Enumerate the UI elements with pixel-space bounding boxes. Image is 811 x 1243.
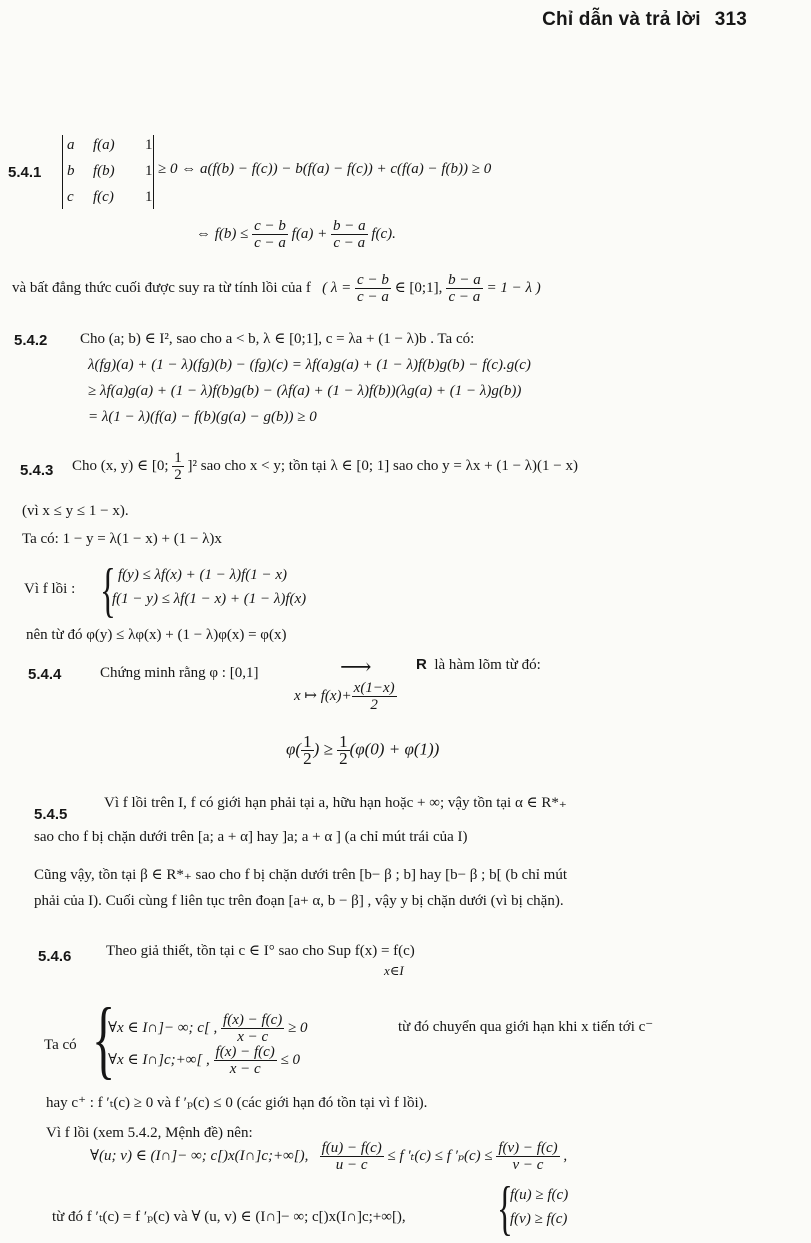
equation-5-4-2-line3: = λ(1 − λ)(f(a) − f(b)(g(a) − g(b)) ≥ 0 [88,409,317,425]
text-5-4-5-line1: Vì f lồi trên I, f có giới hạn phải tại a, hữu hạn hoặc + ∞; vậy tồn tại α ∈ R*₊ [104,795,567,811]
intro-5-4-2: Cho (a; b) ∈ I², sao cho a < b, λ ∈ [0;1], c = λa + (1 − λ)b . Ta có: [80,331,475,347]
intro-5-4-6: Theo giả thiết, tồn tại c ∈ I° sao cho Sup f(x) = f(c) [106,943,415,959]
final-sys-1: f(u) ≥ f(c) [510,1187,569,1203]
exercise-label-5-4-4: 5.4.4 [28,666,62,683]
system-line-1: f(y) ≤ λf(x) + (1 − λ)f(1 − x) [118,567,288,583]
system-brace: { [100,557,116,623]
equation-5-4-2-line2: ≥ λf(a)g(a) + (1 − λ)f(b)g(b) − (λf(a) + (1 − λ)f(b))(λg(a) + (1 − λ)g(b)) [88,383,522,399]
exercise-label-5-4-6: 5.4.6 [38,948,72,965]
codomain-5-4-4: R là hàm lõm từ đó: [416,656,541,673]
chapter-title: Chỉ dẫn và trả lời [542,9,701,30]
case-2: ∀x ∈ I∩]c;+∞[ , $\frac{f(x) - f(c)}{x - c}$ ≤ 0 [108,1044,301,1077]
case-1: ∀x ∈ I∩]− ∞; c[ , $\frac{f(x) - f(c)}{x - c}$ ≥ 0 [108,1012,308,1045]
conclusion-5-4-3: nên từ đó φ(y) ≤ λφ(x) + (1 − λ)φ(x) = φ(x) [26,627,287,643]
conclusion-5-4-1: và bất đẳng thức cuối được suy ra từ tính lồi của f ( λ = $\frac{c - b}{c - a}$ ∈ [0;1], $\frac{b - a}{c - a}$ = 1 − λ ) [12,272,541,305]
equation-5-4-2-line1: λ(fg)(a) + (1 − λ)(fg)(b) − (fg)(c) = λf(a)g(a) + (1 − λ)f(b)g(b) − f(c).g(c) [88,357,531,373]
det-row-1: a f(a) 1 [67,137,153,153]
final-brace: { [497,1175,513,1241]
cases-brace: { [92,991,116,1088]
map-5-4-4: x ↦ f(x)+ $\frac{x(1-x)}{2}$ [294,680,395,713]
exercise-label-5-4-5: 5.4.5 [34,806,68,823]
determinant [62,135,154,209]
forall-line: ∀(u; v) ∈ (I∩]− ∞; c[)x(I∩]c;+∞[), $\frac{f(u) - f(c)}{u - c}$ ≤ f ′ₜ(c) ≤ f ′ₚ(c) ≤ $\frac{f(v) - f(c)}{v - c}$ , [90,1140,568,1173]
sup-subscript: x∈I [384,963,404,978]
last-line: từ đó f ′ₜ(c) = f ′ₚ(c) và ∀ (u, v) ∈ (I∩]− ∞; c[)x(I∩]c;+∞[), [52,1209,406,1225]
equation-5-4-1-line2: ⇔ f(b) ≤ $\frac{c - b}{c - a}$ f(a) + $\frac{b - a}{c - a}$ f(c). [196,218,396,251]
text-5-4-5-line2: sao cho f bị chặn dưới trên [a; a + α] hay ]a; a + α ] (a chỉ mút trái của I) [34,829,468,845]
vi-f-loi-5-4-3: Vì f lồi : [24,581,76,597]
taco-5-4-6: Ta có [44,1037,77,1053]
exercise-label-5-4-1: 5.4.1 [8,164,42,181]
text-5-4-5-line3: Cũng vậy, tồn tại β ∈ R*₊ sao cho f bị chặn dưới trên [b− β ; b] hay [b− β ; b[ (b chỉ mút [34,867,567,883]
taco-5-4-3: Ta có: 1 − y = λ(1 − x) + (1 − λ)x [22,531,222,547]
hay-line: hay c⁺ : f ′ₜ(c) ≥ 0 và f ′ₚ(c) ≤ 0 (các giới hạn đó tồn tại vì f lồi). [46,1095,428,1111]
arrow-right-icon: ⟶ [340,654,372,679]
limit-text: từ đó chuyển qua giới hạn khi x tiến tới c⁻ [398,1019,654,1035]
system-line-2: f(1 − y) ≤ λf(1 − x) + (1 − λ)f(x) [112,591,307,607]
vi-line: Vì f lồi (xem 5.4.2, Mệnh đề) nên: [46,1125,253,1141]
intro-5-4-4: Chứng minh rằng φ : [0,1] [100,665,259,681]
intro-5-4-3: Cho (x, y) ∈ [0; $\frac{1}{2}$ ]² sao cho x < y; tồn tại λ ∈ [0; 1] sao cho y = λx + (1 − λ)(1 − x) [72,450,578,483]
det-row-2: b f(b) 1 [67,163,153,179]
equation-5-4-1-rhs: ≥ 0 ⇔ a(f(b) − f(c)) − b(f(a) − f(c)) + c(f(a) − f(b)) ≥ 0 [158,161,492,177]
note-5-4-3: (vì x ≤ y ≤ 1 − x). [22,503,129,519]
exercise-label-5-4-3: 5.4.3 [20,462,54,479]
inequality-5-4-4: φ( $\frac{1}{2}$ ) ≥ $\frac{1}{2}$ (φ(0) + φ(1)) [286,732,440,768]
text-5-4-5-line4: phải của I). Cuối cùng f liên tục trên đoạn [a+ α, b − β] , vậy y bị chặn dưới (vì bị chặn). [34,893,564,909]
exercise-label-5-4-2: 5.4.2 [14,332,48,349]
page-number: 313 [714,9,747,30]
det-row-3: c f(c) 1 [67,189,153,205]
final-sys-2: f(v) ≥ f(c) [510,1211,568,1227]
page-header [542,9,747,31]
